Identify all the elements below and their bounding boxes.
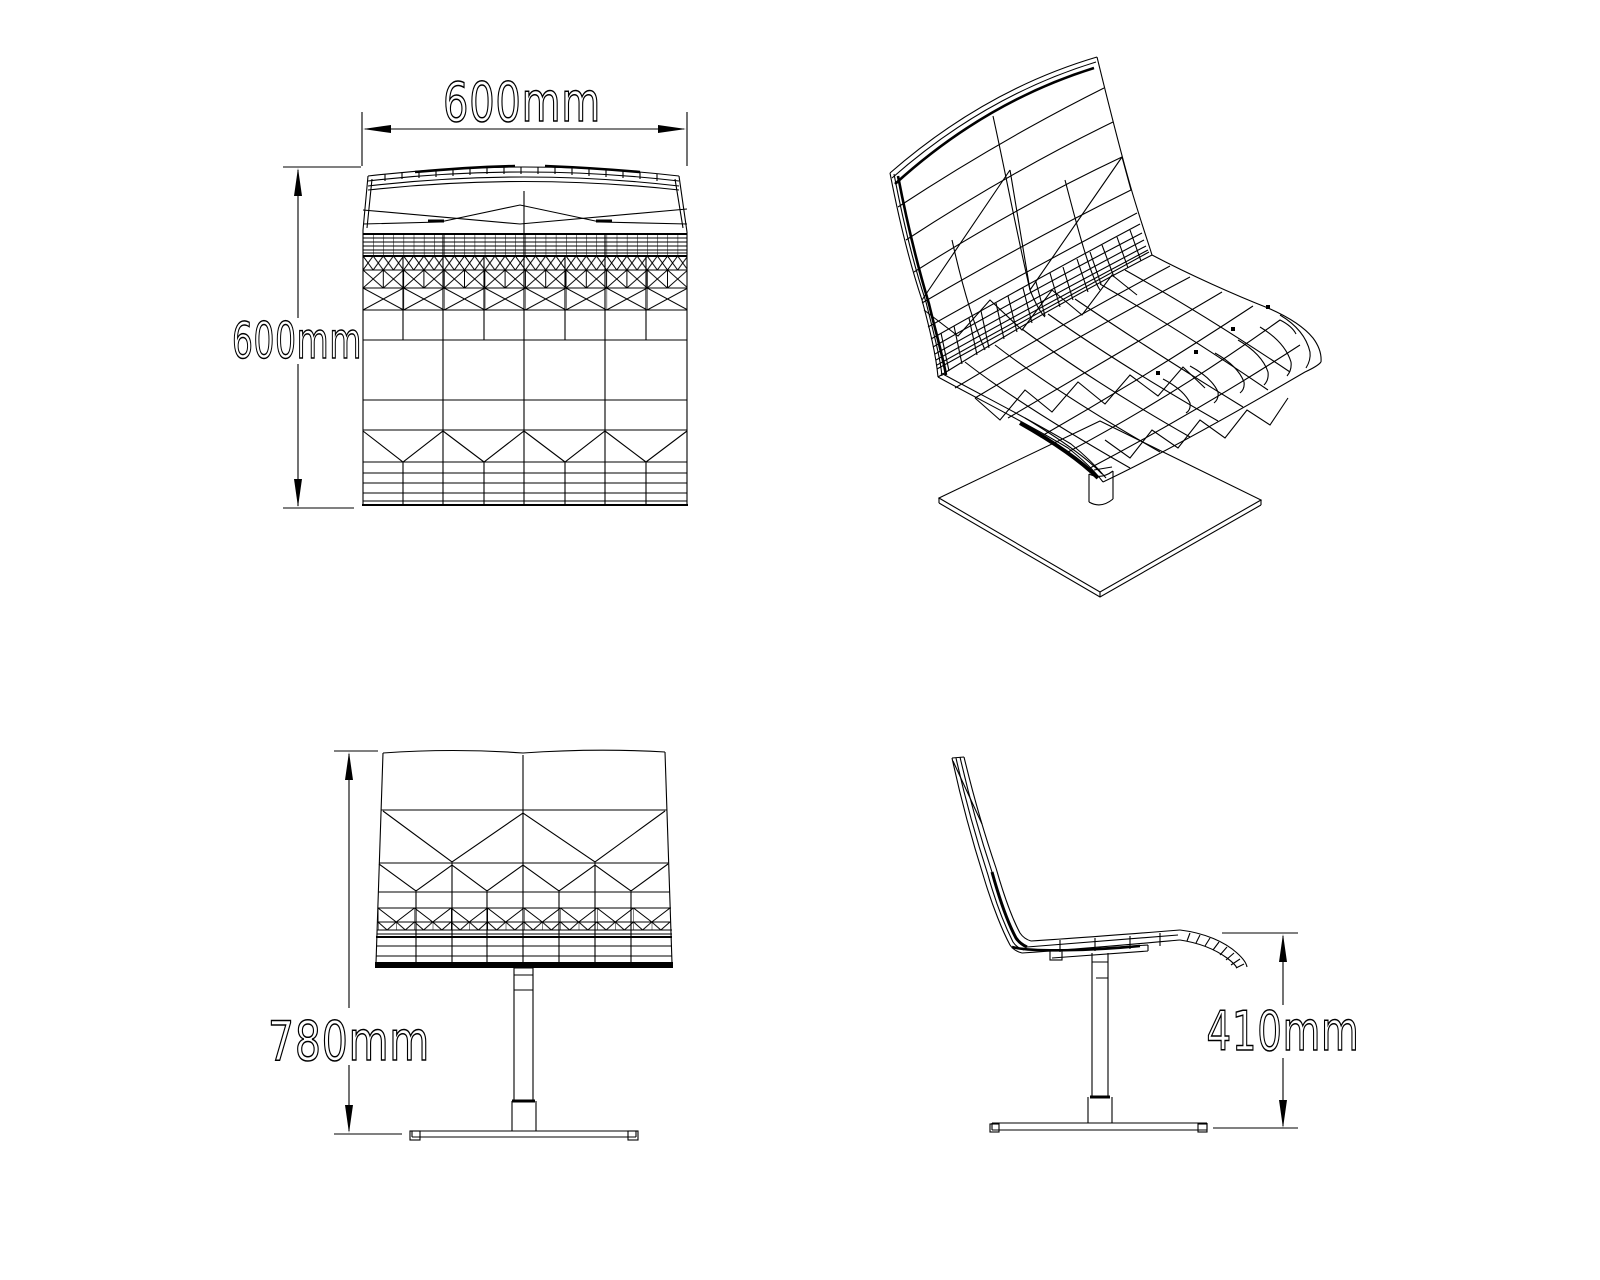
dim-label-front-height: 780mm (268, 1010, 430, 1073)
dim-arrow-down (1279, 1100, 1287, 1128)
side-view (952, 757, 1360, 1132)
dimension-front-height (268, 751, 430, 1134)
iso-seat-tail (1020, 423, 1098, 478)
dim-label-top-depth: 600mm (232, 312, 362, 370)
front-view (268, 750, 673, 1140)
front-pedestal (410, 968, 638, 1140)
side-pedestal (990, 953, 1207, 1132)
extension-lines (334, 751, 402, 1134)
iso-base-plate (939, 421, 1261, 597)
front-seat-bottom-bar (375, 962, 673, 968)
dim-arrow-up (345, 752, 353, 780)
front-base-plate (412, 1131, 636, 1137)
dimension-top-width (362, 71, 687, 166)
iso-backrest (890, 57, 1152, 377)
dim-label-top-width: 600mm (443, 71, 601, 134)
dim-arrow-up (294, 168, 302, 196)
side-view-shell (952, 757, 1247, 968)
dim-label-seat-height: 410mm (1206, 1000, 1360, 1063)
dim-arrow-up (1279, 934, 1287, 962)
top-view-seat-mesh (362, 166, 688, 505)
isometric-view (890, 57, 1321, 597)
top-view (232, 71, 688, 508)
side-base-plate (992, 1123, 1207, 1130)
dimension-top-depth (232, 167, 362, 508)
dimension-side-seat-height (1207, 933, 1360, 1128)
dim-arrow-down (345, 1105, 353, 1133)
dim-arrow-left (363, 125, 391, 133)
dim-arrow-right (658, 125, 686, 133)
dim-arrow-down (294, 479, 302, 507)
front-view-shell (375, 750, 673, 968)
